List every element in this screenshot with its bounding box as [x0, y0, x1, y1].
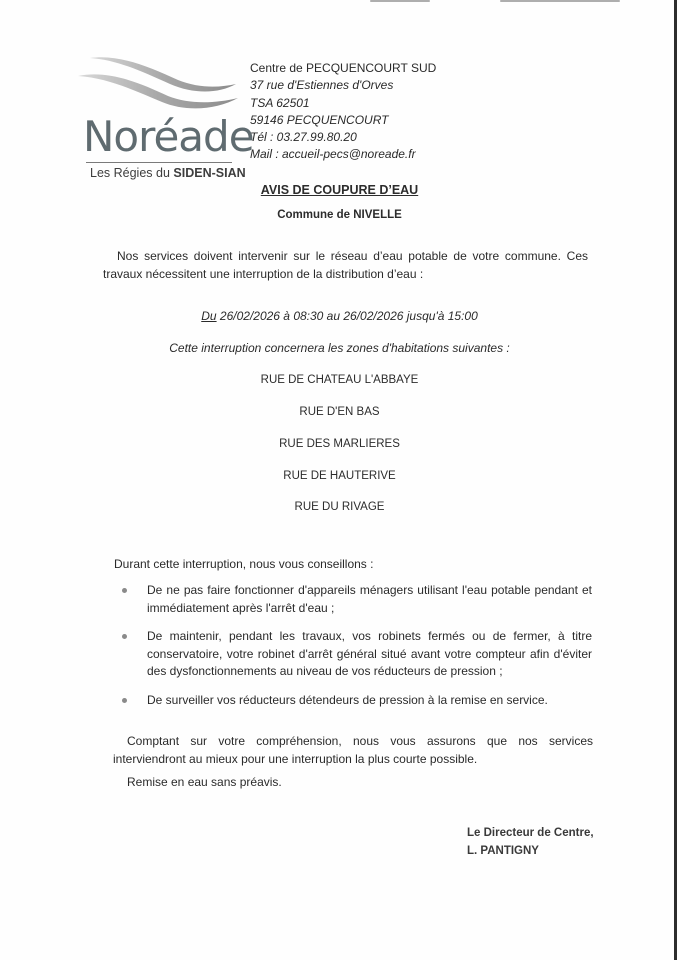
- signer-name: L. PANTIGNY: [467, 844, 539, 857]
- advice-item: [120, 628, 592, 681]
- reprise-note: Remise en eau sans préavis.: [127, 775, 282, 789]
- advice-text: De surveiller vos réducteurs détendeurs de pression à la remise en service.: [147, 692, 548, 707]
- scan-artifact: [500, 0, 620, 2]
- interruption-period: [0, 309, 679, 323]
- email-address: Mail : accueil-pecs@noreade.fr: [250, 147, 416, 162]
- tagline-bold: SIDEN-SIAN: [173, 166, 246, 180]
- tsa-code: TSA 62501: [250, 95, 310, 110]
- street-address: 37 rue d'Estiennes d'Orves: [250, 78, 394, 93]
- street-item: RUE DU RIVAGE: [294, 501, 385, 513]
- closing-paragraph: Comptant sur votre compréhension, nous vous assurons que nos services interviendront au mieux pour une interruption la plus courte possible.: [113, 734, 593, 766]
- street-item: RUE DES MARLIERES: [279, 438, 400, 450]
- commune-name: Commune de NIVELLE: [277, 209, 402, 221]
- advice-text: De maintenir, pendant les travaux, vos robinets fermés ou de fermer, à titre conservatoire, votre robinet d'arrêt général situé avant votre compteur afin d'éviter des dysfonctionnements au niveau de vos réducteurs de pression ;: [147, 629, 592, 678]
- centre-name: Centre de PECQUENCOURT SUD: [250, 61, 437, 75]
- noreade-logo: [78, 54, 254, 184]
- notice-title: AVIS DE COUPURE D’EAU: [260, 183, 419, 197]
- advice-intro: Durant cette interruption, nous vous conseillons :: [114, 557, 374, 571]
- postal-city: 59146 PECQUENCOURT: [250, 112, 389, 127]
- advice-item: [120, 582, 592, 617]
- street-item: RUE D'EN BAS: [299, 406, 380, 418]
- zones-intro: Cette interruption concernera les zones d'habitations suivantes :: [169, 341, 510, 355]
- period-prefix: Du: [201, 309, 217, 323]
- brand-tagline: [90, 166, 246, 180]
- intro-paragraph: Nos services doivent intervenir sur le réseau d’eau potable de votre commune. Ces travaux nécessitent une interruption de la distribution d’eau :: [103, 249, 588, 281]
- signature-block: [467, 825, 594, 860]
- advice-text: De ne pas faire fonctionner d'appareils ménagers utilisant l'eau potable pendant et immédiatement après l'arrêt d'eau ;: [147, 583, 592, 615]
- brand-name: Noréade: [83, 112, 254, 161]
- advice-item: [120, 692, 592, 710]
- signer-role: Le Directeur de Centre,: [467, 827, 594, 839]
- bullet-icon: [122, 698, 127, 703]
- phone-number: Tél : 03.27.99.80.20: [250, 130, 357, 145]
- advice-list: [120, 582, 592, 720]
- scan-artifact: [370, 0, 430, 2]
- waves-icon: [78, 54, 238, 114]
- street-item: RUE DE CHATEAU L'ABBAYE: [260, 374, 419, 386]
- tagline-prefix: Les Régies du: [90, 166, 174, 180]
- period-dates: 26/02/2026 à 08:30 au 26/02/2026 jusqu'à 15:00: [216, 309, 478, 323]
- sender-address: [250, 60, 436, 164]
- street-item: RUE DE HAUTERIVE: [283, 470, 396, 482]
- bullet-icon: [122, 634, 127, 639]
- bullet-icon: [122, 588, 127, 593]
- logo-divider: [86, 162, 232, 163]
